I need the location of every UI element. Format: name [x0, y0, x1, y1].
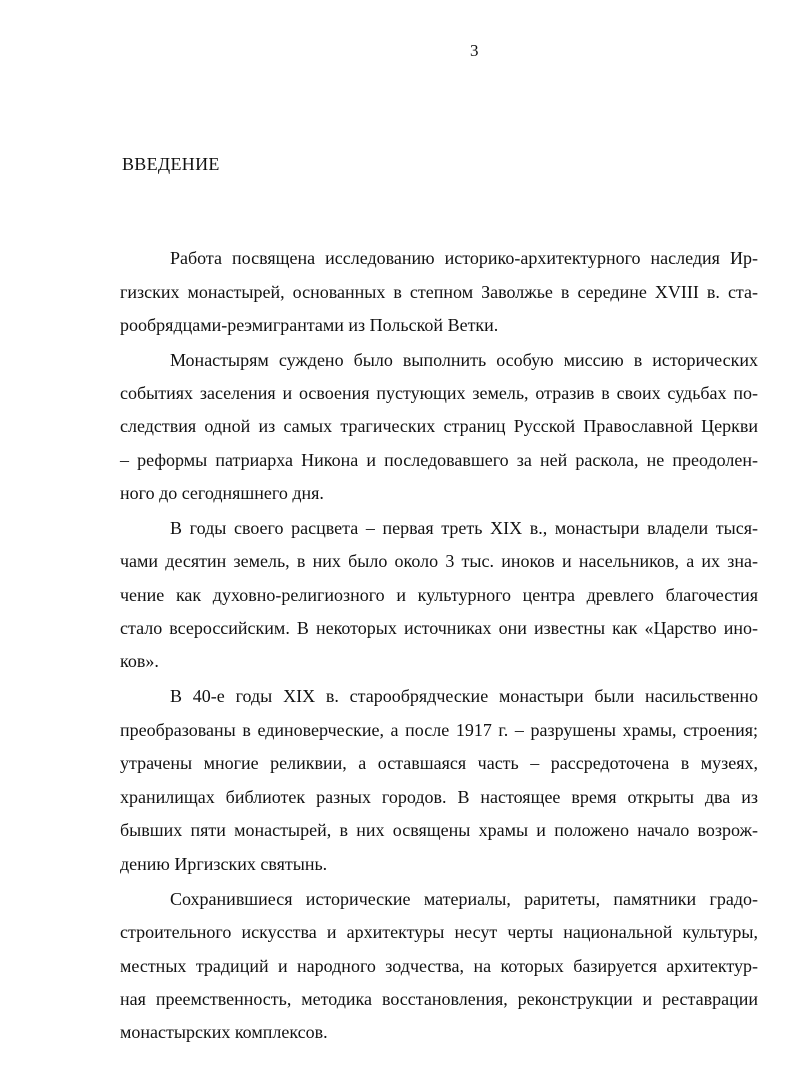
text-line: Монастырям суждено было выполнить особую миссию в исторических — [170, 350, 758, 370]
text-line: чами десятин земель, в них было около 3 тыс. иноков и насельников, а их зна- — [120, 551, 758, 571]
text-line: ная преемственность, методика восстановления, реконструкции и реставрации — [120, 989, 758, 1009]
text-line: ков». — [120, 651, 159, 671]
text-line: монастырских комплексов. — [120, 1022, 328, 1042]
text-line: Сохранившиеся исторические материалы, раритеты, памятники градо- — [170, 889, 758, 909]
text-line: рообрядцами-реэмигрантами из Польской Ветки. — [120, 315, 499, 335]
section-heading: ВВЕДЕНИЕ — [122, 154, 220, 174]
text-line: – реформы патриарха Никона и последовавшего за ней раскола, не преодолен- — [120, 450, 758, 470]
text-line: местных традиций и народного зодчества, на которых базируется архитектур- — [120, 956, 758, 976]
text-line: событиях заселения и освоения пустующих земель, отразив в своих судьбах по- — [120, 383, 758, 403]
text-line: чение как духовно-религиозного и культурного центра древлего благочестия — [120, 585, 758, 605]
page-number: 3 — [470, 41, 479, 60]
text-line: стало всероссийским. В некоторых источниках они известны как «Царство ино- — [120, 618, 758, 638]
text-line: гизских монастырей, основанных в степном Заволжье в середине XVIII в. ста- — [120, 282, 758, 302]
text-line: следствия одной из самых трагических страниц Русской Православной Церкви — [120, 416, 758, 436]
text-line: строительного искусства и архитектуры несут черты национальной культуры, — [120, 922, 758, 942]
text-line: Работа посвящена исследованию историко-архитектурного наследия Ир- — [170, 248, 758, 268]
text-line: хранилищах библиотек разных городов. В настоящее время открыты два из — [120, 787, 758, 807]
text-line: ного до сегодняшнего дня. — [120, 483, 324, 503]
text-line: дению Иргизских святынь. — [120, 854, 328, 874]
text-line: бывших пяти монастырей, в них освящены храмы и положено начало возрож- — [120, 820, 758, 840]
text-line: В годы своего расцвета – первая треть XIX в., монастыри владели тыся- — [170, 518, 758, 538]
text-line: преобразованы в единоверческие, а после 1917 г. – разрушены храмы, строения; — [120, 720, 758, 740]
text-line: В 40-е годы XIX в. старообрядческие монастыри были насильственно — [170, 686, 758, 706]
text-line: утрачены многие реликвии, а оставшаяся часть – рассредоточена в музеях, — [120, 753, 758, 773]
